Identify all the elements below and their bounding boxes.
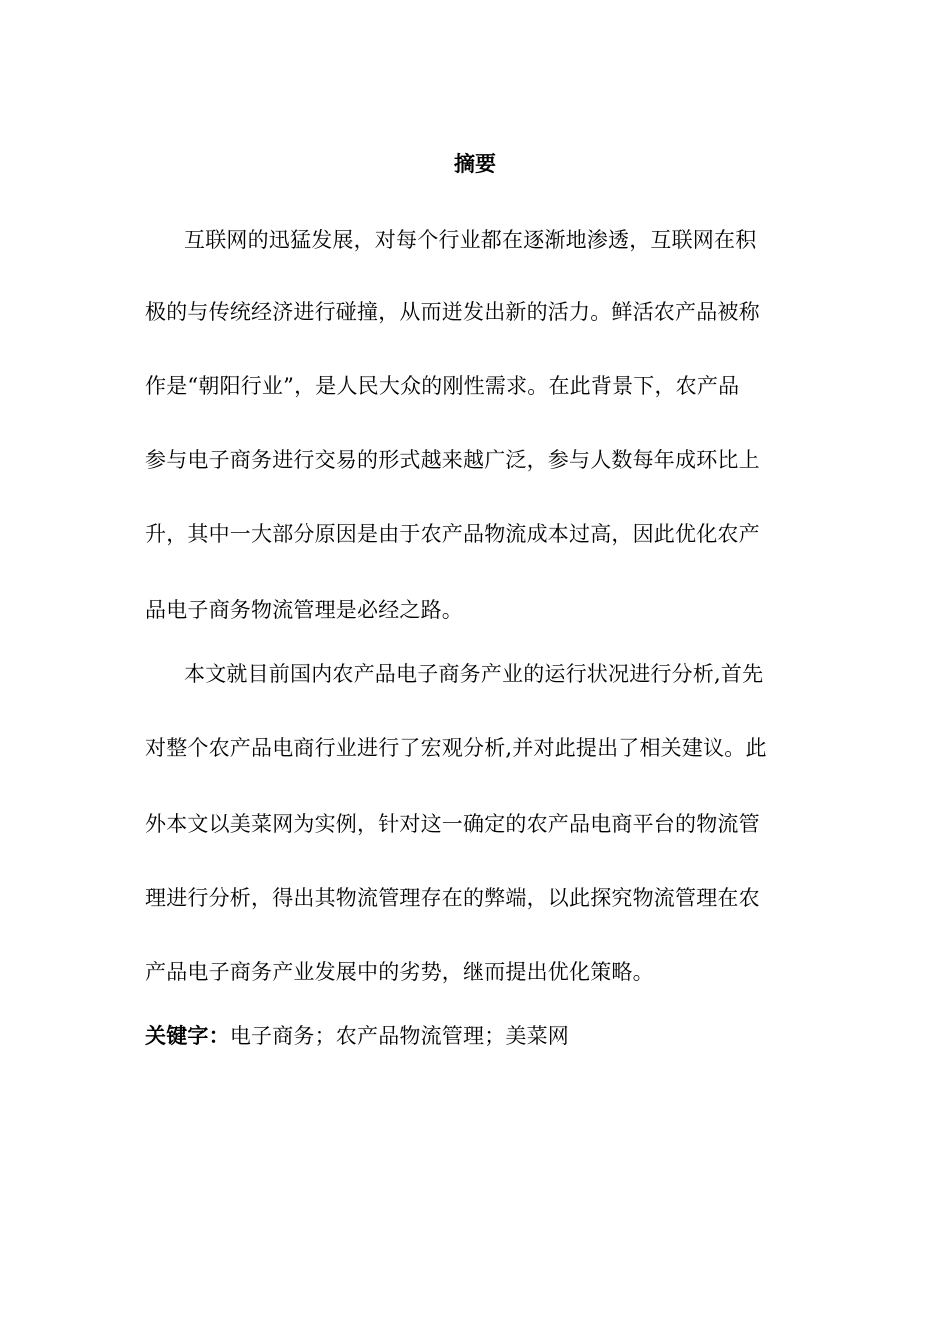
paragraph-line: 升，其中一大部分原因是由于农产品物流成本过高，因此优化农产 [145, 522, 760, 546]
paragraph-line: 品电子商务物流管理是必经之路。 [145, 598, 463, 622]
keywords-label: 关键字： [145, 1024, 230, 1048]
page-title: 摘要 [454, 152, 496, 176]
paragraph-line: 对整个农产品电商行业进行了宏观分析,并对此提出了相关建议。此 [145, 736, 767, 760]
keywords-value: 电子商务；农产品物流管理；美菜网 [229, 1024, 570, 1048]
paragraph-line: 参与电子商务进行交易的形式越来越广泛，参与人数每年成环比上 [145, 448, 760, 472]
paragraph-line: 产品电子商务产业发展中的劣势，继而提出优化策略。 [145, 960, 654, 984]
paragraph-line: 理进行分析，得出其物流管理存在的弊端，以此探究物流管理在农 [145, 886, 760, 910]
paragraph-line: 本文就目前国内农产品电子商务产业的运行状况进行分析,首先 [184, 662, 764, 686]
keywords-line [145, 1022, 815, 1050]
paragraph-line: 互联网的迅猛发展，对每个行业都在逐渐地渗透，互联网在积 [184, 228, 757, 252]
paragraph-line: 外本文以美菜网为实例，针对这一确定的农产品电商平台的物流管 [145, 812, 760, 836]
paragraph-line: 极的与传统经济进行碰撞，从而迸发出新的活力。鲜活农产品被称 [145, 300, 760, 324]
paragraph-line: 作是“朝阳行业”，是人民大众的刚性需求。在此背景下，农产品 [145, 374, 740, 398]
